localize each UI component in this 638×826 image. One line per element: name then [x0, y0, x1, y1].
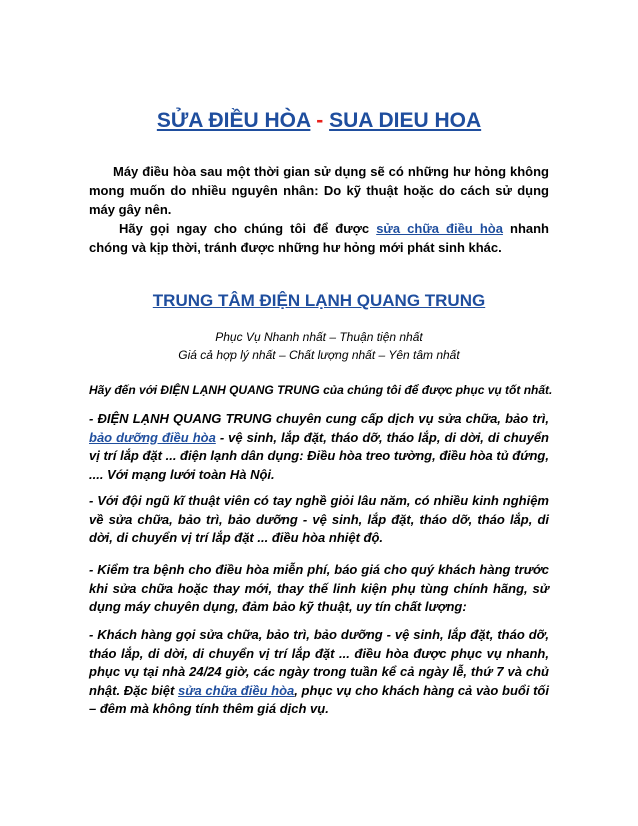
intro-p2-text-after: nhanh chóng và kịp thời, tránh được những hư hỏng mới phát sinh khác. — [89, 221, 549, 255]
service-section-1 — [89, 410, 549, 484]
intro-p2-text-before: Hãy gọi ngay cho chúng tôi để được — [119, 221, 377, 236]
section-4-text-after: , phục vụ cho khách hàng cả vào buổi tối – đêm mà không tính thêm giá dịch vụ. — [89, 682, 549, 716]
center-heading — [0, 290, 638, 312]
intro-paragraph-2 — [89, 219, 549, 257]
service-section-3 — [89, 561, 549, 617]
link-bao-duong-dieu-hoa[interactable]: bảo dưỡng điều hòa — [89, 429, 216, 445]
intro-paragraph-1: Máy điều hòa sau một thời gian sử dụng sẽ có những hư hỏng không mong muốn do nhiều nguyên nhân: Do kỹ thuật hoặc do cách sử dụng máy gây nên. — [89, 164, 549, 217]
title-separator: - — [316, 109, 324, 132]
service-section-4 — [89, 626, 549, 719]
section-3-text: - Kiểm tra bệnh cho điều hòa miễn phí, báo giá cho quý khách hàng trước khi sửa chữa hoặc thay mới, thay thế linh kiện phụ tùng chính hãng, sử dụng máy chuyên dụng, đảm bảo kỹ thuật, uy tín chất lượng: — [89, 562, 549, 614]
service-section-2 — [89, 492, 549, 548]
page-title — [0, 108, 638, 134]
center-heading-text: TRUNG TÂM ĐIỆN LẠNH QUANG TRUNG — [152, 291, 486, 310]
section-1-text-after: - vệ sinh, lắp đặt, tháo dỡ, tháo lắp, di dời, di chuyển vị trí lắp đặt ... điện lạnh dân dụng: Điều hòa treo tường, điều hòa tủ đứng, .... Với mạng lưới toàn Hà Nội. — [89, 429, 549, 482]
section-2-text: - Với đội ngũ kĩ thuật viên có tay nghề giỏi lâu năm, có nhiều kinh nghiệm về sửa chữa, bảo trì, bảo dưỡng - vệ sinh, lắp đặt, tháo dỡ, tháo lắp, di dời, di chuyển vị trí lắp đặt ... điều hòa nhiệt độ. — [89, 493, 549, 545]
section-4-text-before: - Khách hàng gọi sửa chữa, bảo trì, bảo dưỡng - vệ sinh, lắp đặt, tháo dỡ, tháo lắp, di dời, di chuyển vị trí lắp đặt ... điều hòa được phục vụ nhanh, phục vụ tại nhà 24/24 giờ, các ngày trong tuần kể cả ngày lễ, thứ 7 và chủ nhật. Đặc biệt — [89, 627, 549, 698]
link-sua-chua-dieu-hoa[interactable]: sửa chữa điều hòa — [376, 221, 503, 236]
intro-block — [89, 162, 549, 257]
link-sua-chua-dieu-hoa-2[interactable]: sửa chữa điều hòa — [178, 682, 295, 698]
section-1-text-before: - ĐIỆN LẠNH QUANG TRUNG chuyên cung cấp dịch vụ sửa chữa, bảo trì, — [89, 411, 549, 426]
invite-line: Hãy đến với ĐIỆN LẠNH QUANG TRUNG của chúng tôi để được phục vụ tốt nhất. — [89, 383, 553, 397]
tagline-2: Giá cả hợp lý nhất – Chất lượng nhất – Yên tâm nhất — [178, 348, 460, 362]
title-link-sua-dieu-hoa-ascii[interactable]: SUA DIEU HOA — [329, 109, 482, 132]
tagline-1: Phục Vụ Nhanh nhất – Thuận tiện nhất — [215, 330, 423, 344]
title-link-sua-dieu-hoa[interactable]: SỬA ĐIỀU HÒA — [156, 109, 311, 132]
